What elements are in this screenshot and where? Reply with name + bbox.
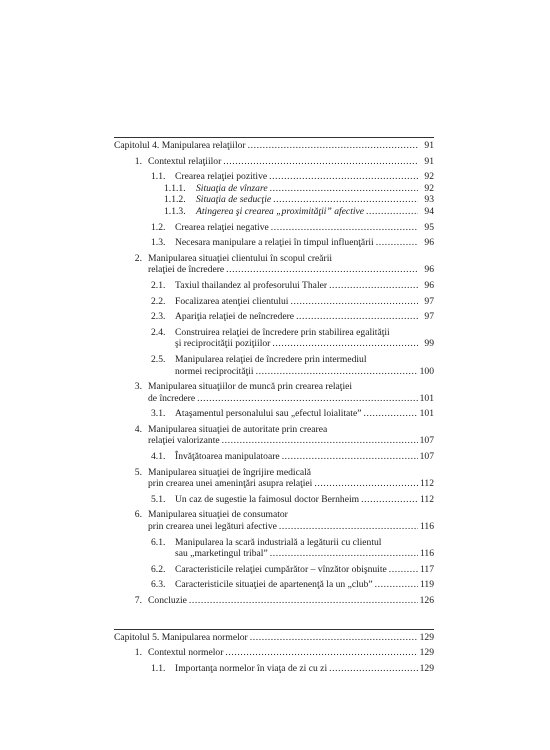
subsection-number: 6.1.	[151, 536, 166, 548]
leader-dots	[363, 408, 417, 420]
page-number: 129	[419, 647, 434, 659]
subsection-title: Caracteristicile relaţiei cumpărător – vînzător obişnuite	[175, 563, 387, 575]
subsection-number: 1.1.	[151, 662, 166, 674]
section-title: Contextul normelor	[148, 647, 224, 659]
chapter-title: Capitolul 5. Manipularea normelor	[114, 631, 248, 643]
chapter-title: Capitolul 4. Manipularea relaţiilor	[114, 140, 246, 151]
subsection-title: sau „marketingul tribal”	[175, 548, 268, 560]
subsubsection-title: Situaţia de vînzare	[196, 182, 268, 194]
leader-dots	[270, 548, 418, 560]
section-title-line: Manipularea situaţiei de consumator	[148, 509, 288, 521]
leader-dots	[223, 156, 418, 168]
page-number: 92	[424, 171, 434, 183]
leader-dots	[389, 564, 418, 576]
section-title: de încredere	[148, 392, 196, 404]
page-number: 93	[424, 194, 434, 206]
leader-dots	[279, 521, 418, 533]
page-number: 94	[424, 205, 434, 217]
leader-dots	[222, 435, 418, 447]
leader-dots	[296, 311, 418, 323]
section-number: 1.	[134, 155, 142, 167]
subsection-number: 5.1.	[151, 493, 166, 505]
subsection-title: Ataşamentul personalului sau „efectul loialitate”	[175, 408, 362, 420]
chapter-4-entry	[114, 140, 434, 152]
subsection-title: Focalizarea atenţiei clientului	[175, 295, 289, 307]
subsection-entry	[114, 311, 434, 323]
subsection-title: şi reciprocităţii poziţiilor	[175, 338, 271, 350]
subsection-title: Crearea relaţiei pozitive	[175, 171, 268, 183]
section-title: relaţiei de încredere	[148, 264, 225, 276]
section-entry-continued	[114, 264, 434, 276]
subsection-entry	[114, 280, 434, 292]
subsection-title: Importanţa normelor în viaţa de zi cu zi	[175, 662, 328, 674]
page-number: 92	[424, 182, 434, 194]
subsubsection-entry	[114, 206, 434, 218]
leader-dots	[226, 264, 418, 276]
leader-dots	[366, 206, 418, 218]
subsection-title: Taxiul thailandez al profesorului Thaler	[175, 279, 328, 291]
subsection-entry	[114, 296, 434, 308]
subsection-entry	[114, 451, 434, 463]
subsection-title: Un caz de sugestie la faimosul doctor Bernheim	[175, 493, 360, 505]
subsubsection-number: 1.1.1.	[164, 182, 186, 194]
section-title: Concluzie	[148, 595, 187, 606]
leader-dots	[329, 663, 418, 675]
section-number: 5.	[134, 466, 142, 478]
section-entry	[114, 253, 434, 265]
leader-dots	[225, 647, 417, 659]
subsection-title-line: Manipularea la scară industrială a legăturii cu clientul	[175, 536, 382, 548]
page-number: 95	[424, 221, 434, 233]
section-title-line: Manipularea situaţiei de îngrijire medicală	[148, 466, 312, 478]
page-number: 96	[424, 237, 434, 249]
leader-dots	[270, 183, 418, 195]
page-number: 117	[419, 563, 434, 575]
page-number: 96	[424, 264, 434, 276]
leader-dots	[271, 222, 418, 234]
section-entry	[114, 156, 434, 168]
subsection-entry-continued	[114, 366, 434, 378]
subsection-number: 2.4.	[151, 326, 166, 338]
subsection-entry-continued	[114, 548, 434, 560]
page-number: 112	[419, 478, 434, 490]
subsection-entry	[114, 327, 434, 339]
subsection-entry	[114, 537, 434, 549]
subsection-number: 1.1.	[151, 171, 166, 183]
subsection-entry	[114, 663, 434, 675]
section-entry	[114, 647, 434, 659]
subsection-number: 1.3.	[151, 237, 166, 249]
leader-dots	[375, 579, 418, 591]
page-number: 129	[419, 631, 434, 643]
leader-dots	[269, 171, 418, 183]
leader-dots	[376, 237, 418, 249]
page-number: 91	[424, 155, 434, 167]
subsection-entry	[114, 171, 434, 183]
subsection-entry	[114, 579, 434, 591]
subsection-title: normei reciprocităţii	[175, 365, 254, 377]
section-entry	[114, 381, 434, 393]
subsection-entry	[114, 222, 434, 234]
leader-dots	[250, 632, 418, 644]
subsection-number: 2.5.	[151, 353, 166, 365]
leader-dots	[329, 280, 418, 292]
section-title: prin crearea unei legături afective	[148, 521, 277, 533]
subsubsection-entry	[114, 183, 434, 195]
subsection-title: Crearea relaţiei negative	[175, 221, 269, 233]
subsection-entry	[114, 408, 434, 420]
section-title-line: Manipularea situaţiei de autoritate prin crearea	[148, 423, 328, 435]
leader-dots	[290, 296, 418, 308]
leader-dots	[314, 478, 418, 490]
subsection-number: 6.3.	[151, 579, 166, 591]
section-entry-continued	[114, 393, 434, 405]
page-number: 129	[419, 662, 434, 674]
page-number: 97	[424, 311, 434, 323]
subsection-number: 3.1.	[151, 408, 166, 420]
section-entry	[114, 595, 434, 607]
page-number: 119	[419, 579, 434, 591]
section-entry	[114, 424, 434, 436]
subsection-title: Necesara manipulare a relaţiei în timpul influenţării	[175, 237, 374, 249]
leader-dots	[282, 451, 418, 463]
subsection-title: Apariţia relaţiei de neîncredere	[175, 311, 295, 323]
leader-dots	[256, 366, 418, 378]
page-number: 101	[419, 408, 434, 420]
leader-dots	[189, 595, 418, 607]
page-number: 107	[419, 435, 434, 447]
chapter-rule	[114, 137, 434, 138]
chapter-5-entry	[114, 632, 434, 644]
section-entry-continued	[114, 435, 434, 447]
subsection-entry	[114, 564, 434, 576]
page-number: 107	[419, 451, 434, 463]
page-number: 116	[419, 548, 434, 560]
section-entry	[114, 509, 434, 521]
section-number: 1.	[134, 647, 142, 659]
section-number: 7.	[134, 595, 142, 606]
subsubsection-number: 1.1.3.	[164, 205, 186, 217]
subsubsection-entry	[114, 194, 434, 206]
subsection-number: 2.2.	[151, 295, 166, 307]
subsection-title-line: Manipularea relaţiei de încredere prin intermediul	[175, 353, 367, 365]
section-number: 2.	[134, 252, 142, 264]
section-title: relaţiei valorizante	[148, 435, 220, 447]
section-entry	[114, 467, 434, 479]
leader-dots	[273, 194, 418, 206]
subsection-entry	[114, 494, 434, 506]
section-number: 3.	[134, 381, 142, 393]
subsection-entry-continued	[114, 338, 434, 350]
section-title-line: Manipularea situaţiilor de muncă prin crearea relaţiei	[148, 381, 353, 393]
section-entry-continued	[114, 478, 434, 490]
chapter-rule	[114, 629, 434, 630]
subsection-number: 6.2.	[151, 563, 166, 575]
section-entry-continued	[114, 521, 434, 533]
page-number: 126	[419, 595, 434, 606]
page-number: 101	[419, 392, 434, 404]
subsection-number: 1.2.	[151, 221, 166, 233]
page-number: 91	[424, 140, 434, 151]
page-number: 96	[424, 279, 434, 291]
subsubsection-title: Atingerea şi crearea „proximităţii” afective	[196, 205, 365, 217]
subsection-number: 2.1.	[151, 279, 166, 291]
leader-dots	[361, 494, 418, 506]
section-title: prin crearea unei ameninţări asupra relaţiei	[148, 478, 313, 490]
leader-dots	[197, 393, 417, 405]
page-number: 112	[419, 493, 434, 505]
subsection-number: 2.3.	[151, 311, 166, 323]
subsection-title: Învăţătoarea manipulatoare	[175, 451, 280, 463]
page-number: 99	[424, 338, 434, 350]
subsubsection-number: 1.1.2.	[164, 194, 186, 206]
subsection-entry	[114, 237, 434, 249]
section-title-line: Manipularea situaţiei clientului în scopul creării	[148, 252, 333, 264]
subsection-entry	[114, 354, 434, 366]
page-number: 116	[419, 521, 434, 533]
subsubsection-title: Situaţia de seducţie	[196, 194, 272, 206]
page-number: 100	[419, 365, 434, 377]
section-title: Contextul relaţiilor	[148, 155, 222, 167]
subsection-title-line: Construirea relaţiei de încredere prin stabilirea egalităţii	[175, 326, 390, 338]
page-number: 97	[424, 295, 434, 307]
section-number: 4.	[134, 423, 142, 435]
subsection-number: 4.1.	[151, 451, 166, 463]
table-of-contents	[114, 137, 434, 674]
leader-dots	[248, 140, 418, 152]
subsection-title: Caracteristicile situaţiei de apartenenţă la un „club”	[175, 579, 373, 591]
leader-dots	[272, 338, 418, 350]
section-number: 6.	[134, 509, 142, 521]
